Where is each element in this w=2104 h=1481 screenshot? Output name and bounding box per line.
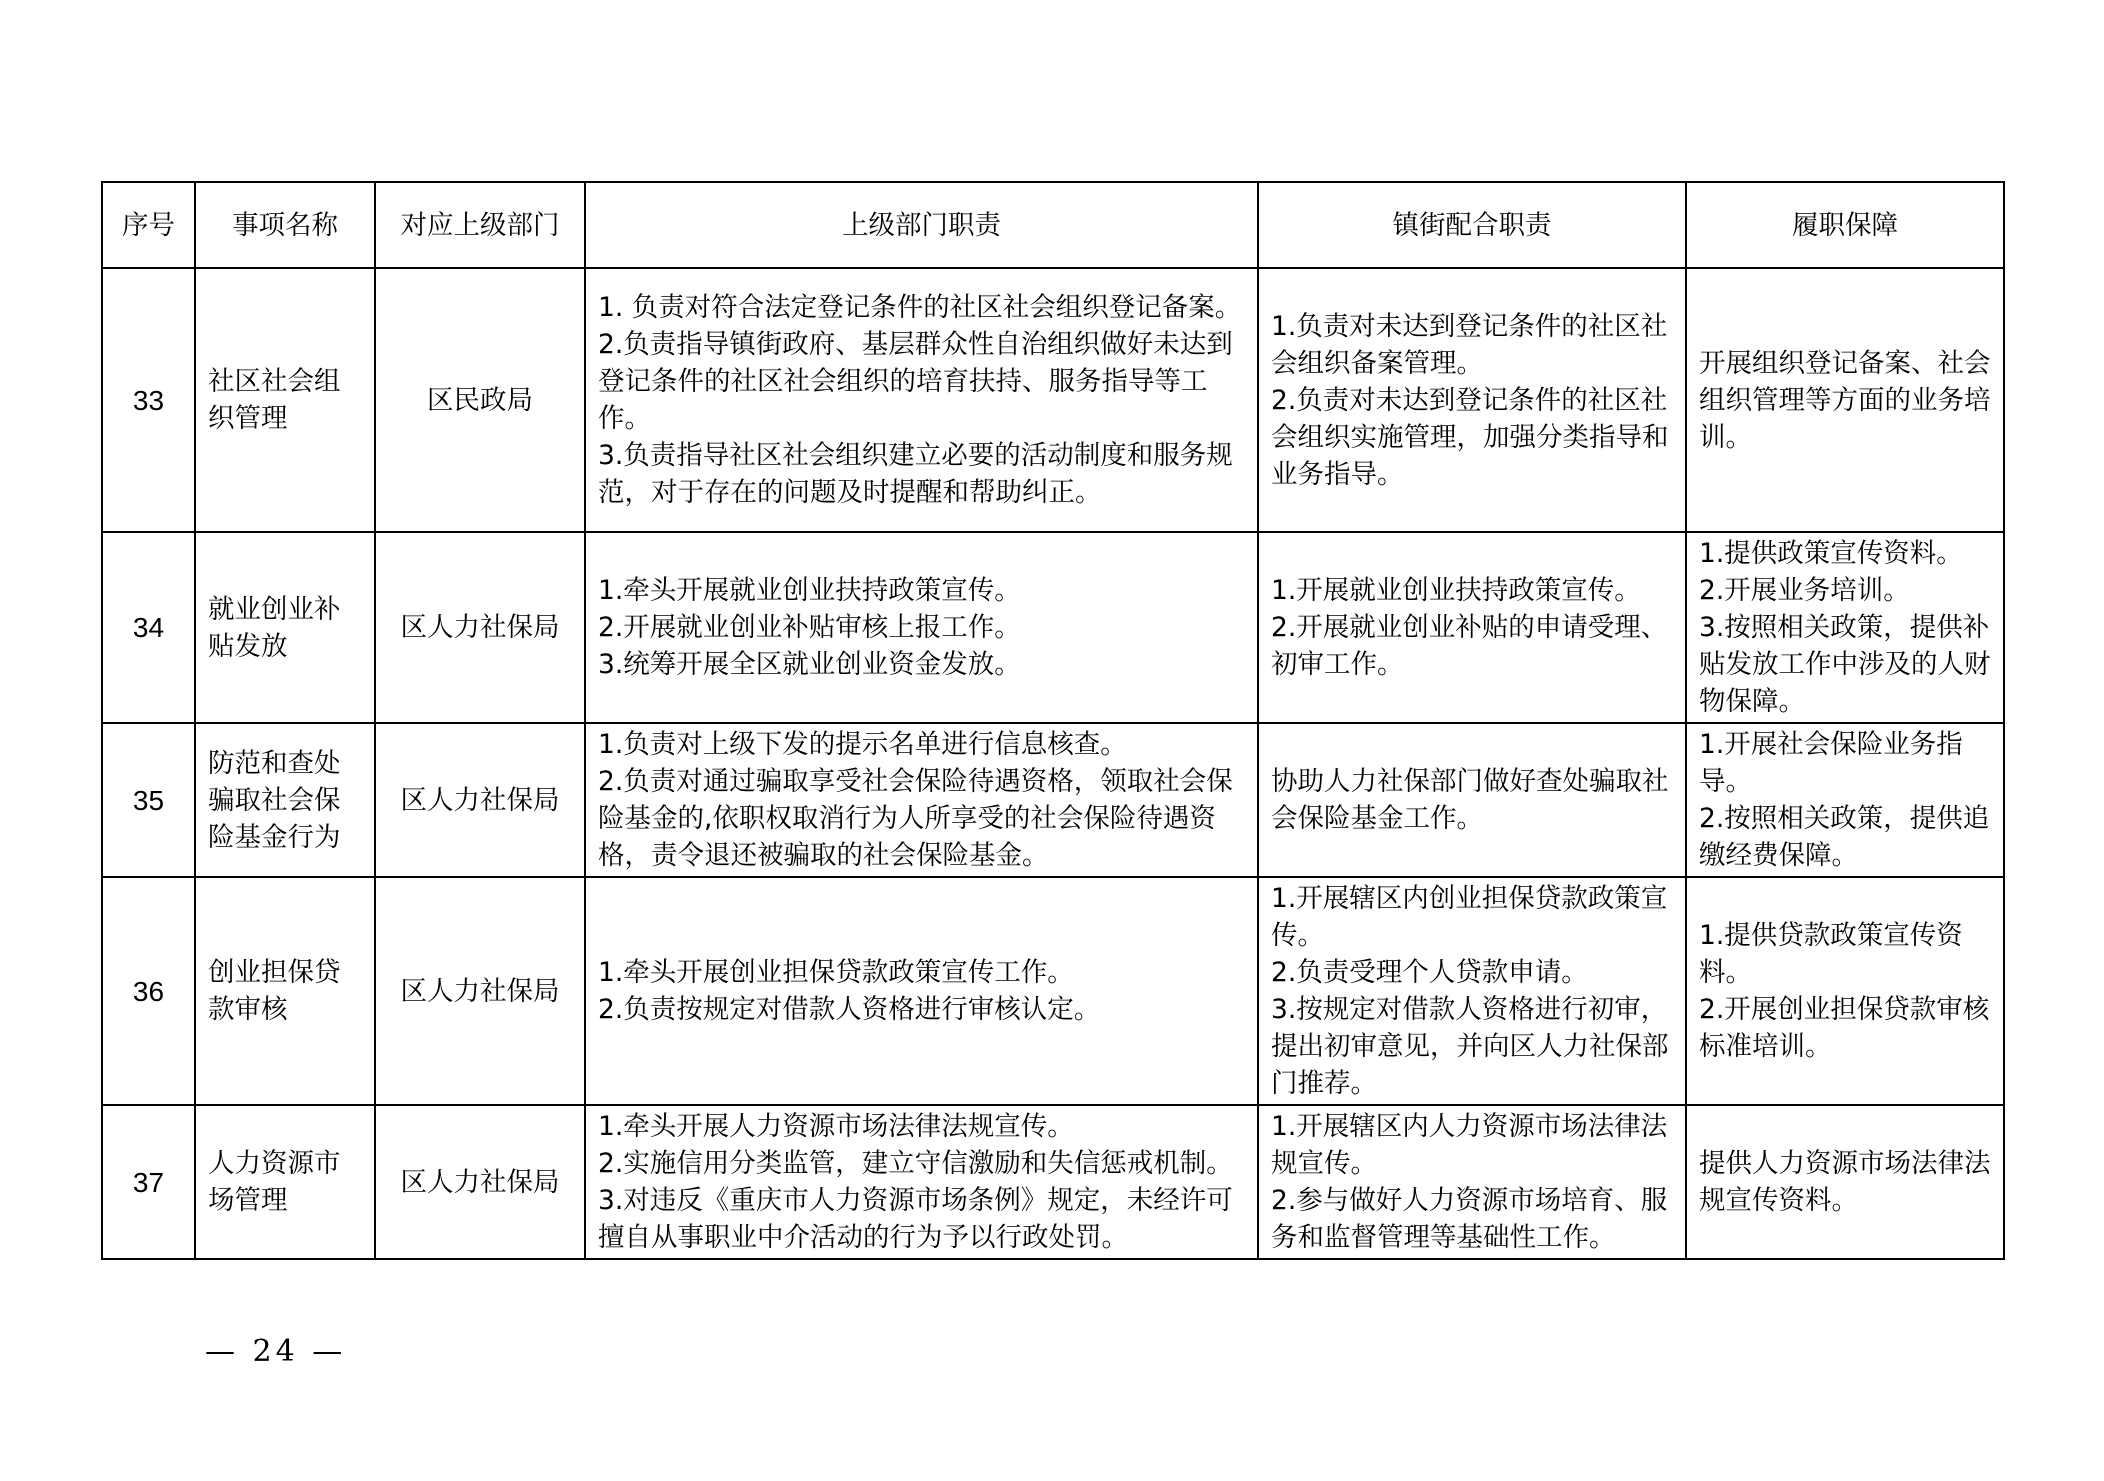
duty-line: 1. 负责对符合法定登记条件的社区社会组织登记备案。 [598, 292, 1242, 323]
guarantee-line: 3.按照相关政策，提供补贴发放工作中涉及的人财物保障。 [1699, 612, 1991, 717]
page-number: — 24 — [205, 1334, 347, 1369]
guarantee-line: 1.提供政策宣传资料。 [1699, 538, 1963, 569]
duty-line: 2.参与做好人力资源市场培育、服务和监督管理等基础性工作。 [1271, 1185, 1668, 1253]
row-superior-dept: 区人力社保局 [375, 1105, 585, 1259]
duty-line: 2.开展就业创业补贴的申请受理、初审工作。 [1271, 612, 1668, 680]
duty-line: 3.统筹开展全区就业创业资金发放。 [598, 649, 1021, 680]
row-guarantee [1686, 877, 2004, 1105]
row-superior-dept: 区民政局 [375, 268, 585, 532]
row-seq: 37 [102, 1105, 195, 1259]
duty-line: 2.开展就业创业补贴审核上报工作。 [598, 612, 1021, 643]
row-item-name: 社区社会组织管理 [195, 268, 375, 532]
guarantee-line: 1.开展社会保险业务指导。 [1699, 729, 1963, 797]
header-superior-dept: 对应上级部门 [375, 182, 585, 268]
duty-line: 2.实施信用分类监管，建立守信激励和失信惩戒机制。 [598, 1148, 1233, 1179]
table-row [102, 1105, 2004, 1259]
row-seq: 34 [102, 532, 195, 723]
row-seq: 33 [102, 268, 195, 532]
row-item-name: 人力资源市场管理 [195, 1105, 375, 1259]
row-superior-duties [585, 877, 1258, 1105]
table-header-row [102, 182, 2004, 268]
duty-table [101, 181, 2005, 1260]
duty-line: 1.开展就业创业扶持政策宣传。 [1271, 575, 1641, 606]
row-town-duties [1258, 723, 1686, 877]
row-guarantee [1686, 1105, 2004, 1259]
duty-line: 1.牵头开展就业创业扶持政策宣传。 [598, 575, 1021, 606]
table-row [102, 268, 2004, 532]
guarantee-line: 2.按照相关政策，提供追缴经费保障。 [1699, 803, 1990, 871]
row-guarantee [1686, 723, 2004, 877]
row-item-name: 防范和查处骗取社会保险基金行为 [195, 723, 375, 877]
duty-line: 1.负责对上级下发的提示名单进行信息核查。 [598, 729, 1127, 760]
row-seq: 36 [102, 877, 195, 1105]
row-item-name: 创业担保贷款审核 [195, 877, 375, 1105]
row-superior-dept: 区人力社保局 [375, 532, 585, 723]
duty-line: 协助人力社保部门做好查处骗取社会保险基金工作。 [1271, 766, 1669, 834]
row-guarantee [1686, 268, 2004, 532]
table-row [102, 532, 2004, 723]
duty-line: 3.按规定对借款人资格进行初审，提出初审意见，并向区人力社保部门推荐。 [1271, 994, 1669, 1099]
header-seq: 序号 [102, 182, 195, 268]
guarantee-line: 1.提供贷款政策宣传资料。 [1699, 920, 1963, 988]
duty-line: 1.牵头开展创业担保贷款政策宣传工作。 [598, 957, 1074, 988]
row-seq: 35 [102, 723, 195, 877]
row-item-name: 就业创业补贴发放 [195, 532, 375, 723]
header-guarantee: 履职保障 [1686, 182, 2004, 268]
header-superior-duties: 上级部门职责 [585, 182, 1258, 268]
duty-line: 2.负责指导镇街政府、基层群众性自治组织做好未达到登记条件的社区社会组织的培育扶持、服务指导等工作。 [598, 329, 1233, 434]
duty-line: 2.负责对通过骗取享受社会保险待遇资格，领取社会保险基金的,依职权取消行为人所享受的社会保险待遇资格，责令退还被骗取的社会保险基金。 [598, 766, 1233, 871]
table-row [102, 877, 2004, 1105]
guarantee-line: 2.开展业务培训。 [1699, 575, 1910, 606]
duty-line: 3.负责指导社区社会组织建立必要的活动制度和服务规范，对于存在的问题及时提醒和帮助纠正。 [598, 440, 1233, 508]
table-row [102, 723, 2004, 877]
row-town-duties [1258, 877, 1686, 1105]
duty-line: 2.负责对未达到登记条件的社区社会组织实施管理，加强分类指导和业务指导。 [1271, 384, 1669, 490]
row-superior-duties [585, 1105, 1258, 1259]
guarantee-line: 2.开展创业担保贷款审核标准培训。 [1699, 994, 1990, 1062]
duty-line: 3.对违反《重庆市人力资源市场条例》规定，未经许可擅自从事职业中介活动的行为予以行政处罚。 [598, 1185, 1233, 1253]
row-guarantee [1686, 532, 2004, 723]
duty-line: 1.负责对未达到登记条件的社区社会组织备案管理。 [1271, 310, 1668, 379]
duty-line: 1.牵头开展人力资源市场法律法规宣传。 [598, 1111, 1074, 1142]
row-town-duties [1258, 532, 1686, 723]
header-item-name: 事项名称 [195, 182, 375, 268]
row-superior-dept: 区人力社保局 [375, 723, 585, 877]
duty-line: 1.开展辖区内人力资源市场法律法规宣传。 [1271, 1111, 1668, 1179]
duty-line: 2.负责按规定对借款人资格进行审核认定。 [598, 994, 1101, 1025]
row-town-duties [1258, 268, 1686, 532]
header-town-duties: 镇街配合职责 [1258, 182, 1686, 268]
guarantee-line: 开展组织登记备案、社会组织管理等方面的业务培训。 [1699, 347, 1991, 453]
duty-line: 2.负责受理个人贷款申请。 [1271, 957, 1588, 988]
guarantee-line: 提供人力资源市场法律法规宣传资料。 [1699, 1148, 1991, 1216]
duty-line: 1.开展辖区内创业担保贷款政策宣传。 [1271, 883, 1668, 951]
row-town-duties [1258, 1105, 1686, 1259]
row-superior-duties [585, 532, 1258, 723]
row-superior-dept: 区人力社保局 [375, 877, 585, 1105]
row-superior-duties [585, 268, 1258, 532]
row-superior-duties [585, 723, 1258, 877]
